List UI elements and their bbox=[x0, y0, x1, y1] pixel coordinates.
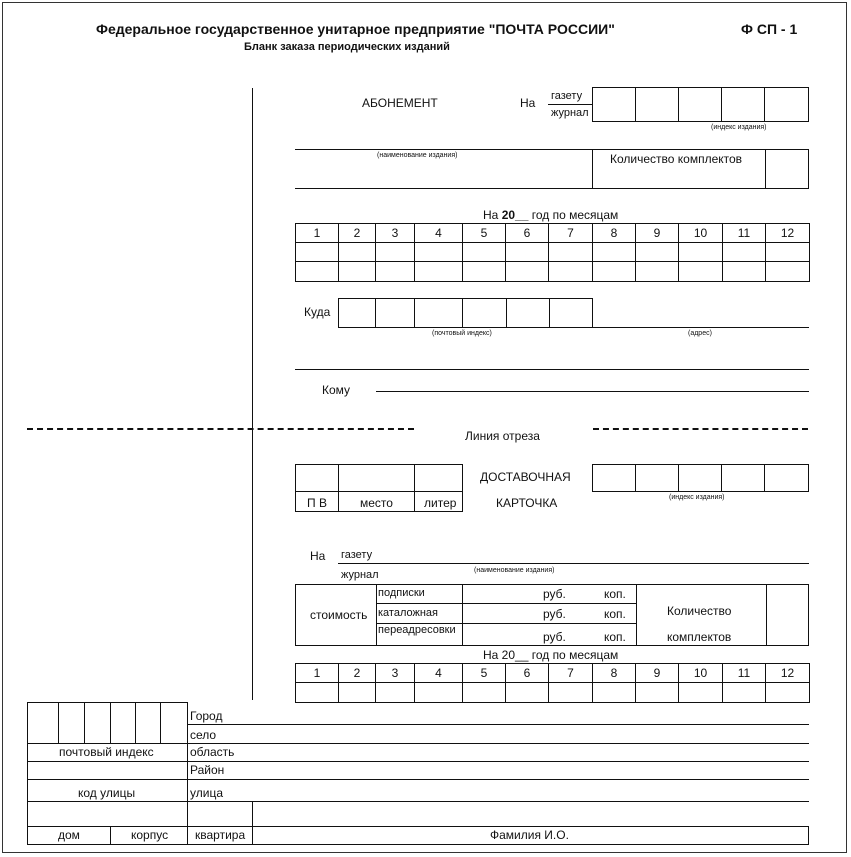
year-label: На 20__ год по месяцам bbox=[483, 208, 619, 222]
rub-3: руб. bbox=[543, 630, 566, 644]
district-field[interactable] bbox=[187, 779, 809, 780]
month-cell[interactable] bbox=[414, 682, 463, 703]
month-header: 9 bbox=[635, 663, 679, 683]
mesto-label: место bbox=[360, 496, 393, 510]
months-grid[interactable] bbox=[295, 223, 809, 281]
delivery-name-caption: (наименование издания) bbox=[474, 567, 555, 574]
month-cell[interactable] bbox=[462, 682, 506, 703]
cost-katalozhnaya: каталожная bbox=[378, 607, 439, 619]
delivery-title-1: ДОСТАВОЧНАЯ bbox=[480, 470, 571, 484]
postal-index-label: почтовый индекс bbox=[59, 745, 154, 759]
cost-label: стоимость bbox=[310, 608, 368, 622]
cost-podpiski: подписки bbox=[378, 587, 425, 599]
form-subtitle: Бланк заказа периодических изданий bbox=[244, 41, 450, 53]
org-name: Федеральное государственное унитарное предприятие "ПОЧТА РОССИИ" bbox=[96, 21, 615, 37]
gazetu-divider bbox=[548, 104, 592, 105]
month-header: 7 bbox=[548, 223, 593, 243]
month-header: 8 bbox=[592, 223, 636, 243]
address-line-2[interactable] bbox=[295, 369, 809, 370]
na-label: На bbox=[520, 96, 536, 110]
rub-2: руб. bbox=[543, 607, 566, 621]
apartment-label: квартира bbox=[195, 828, 246, 842]
kop-1: коп. bbox=[604, 587, 626, 601]
delivery-name-field[interactable] bbox=[338, 563, 809, 564]
city-label: Город bbox=[190, 709, 223, 723]
month-cell[interactable] bbox=[338, 682, 376, 703]
sets-count-box[interactable] bbox=[808, 149, 809, 188]
form-code: Ф СП - 1 bbox=[741, 21, 798, 37]
month-cell[interactable] bbox=[548, 682, 593, 703]
month-header: 2 bbox=[338, 663, 376, 683]
month-cell[interactable] bbox=[722, 261, 766, 282]
month-cell[interactable] bbox=[678, 682, 723, 703]
month-cell[interactable] bbox=[338, 242, 376, 262]
village-label: село bbox=[190, 728, 217, 742]
month-header: 12 bbox=[765, 663, 810, 683]
month-cell[interactable] bbox=[592, 242, 636, 262]
month-header: 1 bbox=[295, 663, 339, 683]
name-caption: (наименование издания) bbox=[377, 152, 458, 159]
month-cell[interactable] bbox=[635, 682, 679, 703]
month-cell[interactable] bbox=[722, 242, 766, 262]
address-caption: (адрес) bbox=[688, 330, 712, 337]
month-header: 11 bbox=[722, 223, 766, 243]
month-header: 6 bbox=[505, 663, 549, 683]
street-label: улица bbox=[190, 786, 223, 800]
komu-field[interactable] bbox=[376, 391, 809, 392]
kuda-label: Куда bbox=[304, 305, 331, 319]
stub-separator bbox=[252, 88, 253, 700]
village-field[interactable] bbox=[187, 743, 809, 744]
month-cell[interactable] bbox=[635, 242, 679, 262]
month-cell[interactable] bbox=[375, 682, 415, 703]
month-header: 4 bbox=[414, 663, 463, 683]
cut-line-label: Линия отреза bbox=[465, 429, 540, 443]
month-cell[interactable] bbox=[375, 242, 415, 262]
building-label: корпус bbox=[131, 828, 169, 842]
month-header: 5 bbox=[462, 663, 506, 683]
month-header: 3 bbox=[375, 663, 415, 683]
month-header: 2 bbox=[338, 223, 376, 243]
month-header: 10 bbox=[678, 663, 723, 683]
month-header: 5 bbox=[462, 223, 506, 243]
sets-label: Количество комплектов bbox=[610, 152, 743, 166]
postal-index-digits[interactable] bbox=[27, 702, 188, 744]
house-label: дом bbox=[58, 828, 80, 842]
index-caption: (индекс издания) bbox=[711, 124, 767, 131]
delivery-na: На bbox=[310, 549, 326, 563]
month-cell[interactable] bbox=[765, 242, 810, 262]
delivery-months-grid[interactable] bbox=[295, 663, 809, 702]
month-header: 1 bbox=[295, 223, 339, 243]
month-header: 11 bbox=[722, 663, 766, 683]
name-top-line bbox=[295, 149, 809, 150]
month-cell[interactable] bbox=[548, 242, 593, 262]
gazetu-label: газету bbox=[551, 90, 583, 102]
cut-line-right bbox=[593, 428, 808, 430]
month-header: 8 bbox=[592, 663, 636, 683]
rub-1: руб. bbox=[543, 587, 566, 601]
month-cell[interactable] bbox=[505, 682, 549, 703]
delivery-gazetu: газету bbox=[341, 549, 373, 561]
month-cell[interactable] bbox=[295, 242, 339, 262]
month-header: 9 bbox=[635, 223, 679, 243]
delivery-index-boxes[interactable] bbox=[592, 464, 809, 492]
kop-3: коп. bbox=[604, 630, 626, 644]
district-label: Район bbox=[190, 763, 225, 777]
edition-index-boxes[interactable] bbox=[592, 87, 809, 122]
zhurnal-label: журнал bbox=[551, 107, 589, 119]
postal-caption: (почтовый индекс) bbox=[432, 330, 492, 337]
month-header: 3 bbox=[375, 223, 415, 243]
delivery-zhurnal: журнал bbox=[341, 569, 379, 581]
month-cell[interactable] bbox=[765, 682, 810, 703]
city-field[interactable] bbox=[187, 724, 809, 725]
month-cell[interactable] bbox=[592, 682, 636, 703]
kop-2: коп. bbox=[604, 607, 626, 621]
month-cell[interactable] bbox=[678, 261, 723, 282]
month-cell[interactable] bbox=[722, 682, 766, 703]
delivery-year-label: На 20__ год по месяцам bbox=[483, 648, 619, 662]
month-cell[interactable] bbox=[635, 261, 679, 282]
subscription-title: АБОНЕМЕНТ bbox=[362, 96, 438, 110]
name-field[interactable] bbox=[295, 188, 809, 189]
delivery-title-2: КАРТОЧКА bbox=[496, 496, 558, 510]
fio-label: Фамилия И.О. bbox=[490, 828, 569, 842]
komu-label: Кому bbox=[322, 383, 351, 397]
month-cell[interactable] bbox=[375, 261, 415, 282]
month-header: 12 bbox=[765, 223, 810, 243]
month-cell[interactable] bbox=[678, 242, 723, 262]
month-cell[interactable] bbox=[295, 682, 339, 703]
cost-pereadresovki: переадресовки bbox=[378, 624, 456, 636]
cut-line-left bbox=[27, 428, 414, 430]
month-cell[interactable] bbox=[338, 261, 376, 282]
delivery-index-caption: (индекс издания) bbox=[669, 494, 725, 501]
liter-label: литер bbox=[424, 496, 457, 510]
month-cell[interactable] bbox=[462, 242, 506, 262]
delivery-sets-1: Количество bbox=[667, 604, 732, 618]
month-header: 6 bbox=[505, 223, 549, 243]
month-cell[interactable] bbox=[505, 261, 549, 282]
street-code-label: код улицы bbox=[78, 786, 136, 800]
month-cell[interactable] bbox=[548, 261, 593, 282]
month-cell[interactable] bbox=[295, 261, 339, 282]
month-header: 7 bbox=[548, 663, 593, 683]
month-cell[interactable] bbox=[462, 261, 506, 282]
month-cell[interactable] bbox=[765, 261, 810, 282]
month-cell[interactable] bbox=[414, 261, 463, 282]
delivery-sets-2: комплектов bbox=[667, 630, 732, 644]
month-header: 10 bbox=[678, 223, 723, 243]
address-field[interactable] bbox=[592, 327, 809, 328]
month-cell[interactable] bbox=[505, 242, 549, 262]
month-cell[interactable] bbox=[414, 242, 463, 262]
month-header: 4 bbox=[414, 223, 463, 243]
postal-index-boxes[interactable] bbox=[338, 298, 593, 328]
region-label: область bbox=[190, 745, 235, 759]
region-field[interactable] bbox=[187, 761, 809, 762]
month-cell[interactable] bbox=[592, 261, 636, 282]
pv-label: П В bbox=[307, 496, 327, 510]
